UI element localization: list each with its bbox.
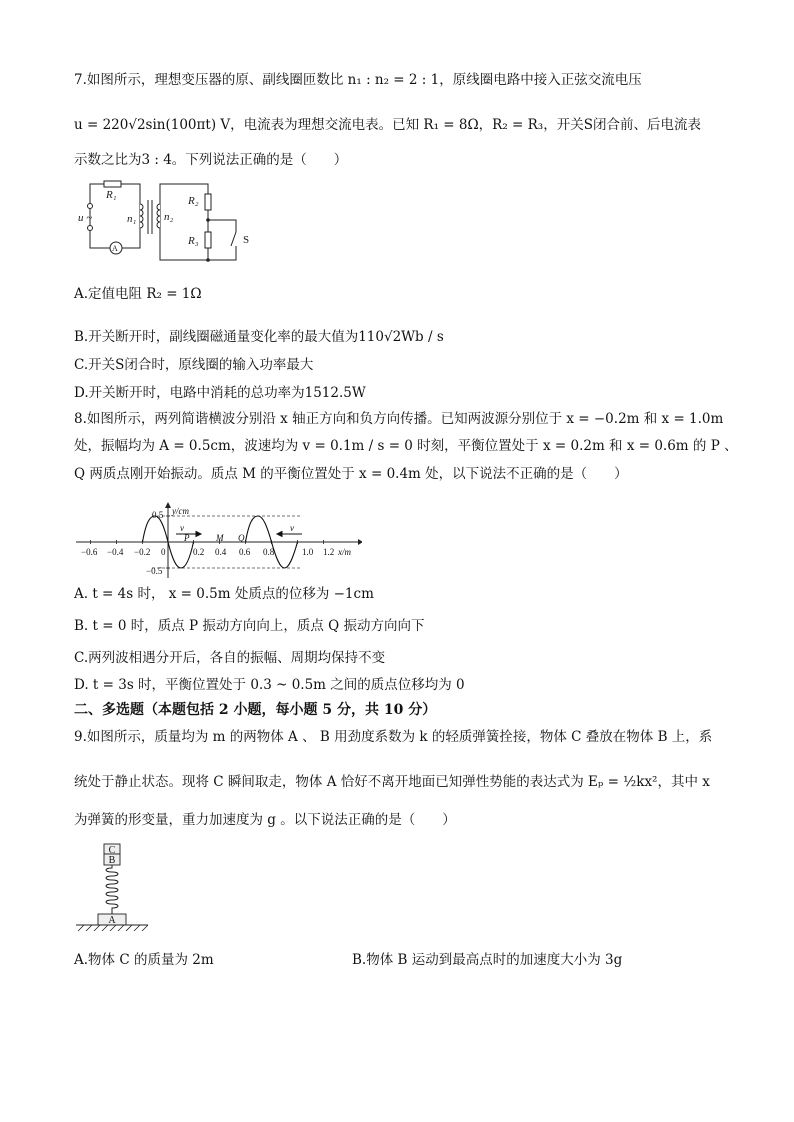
switch-blade — [231, 232, 236, 246]
x-tick-neg06: −0.6 — [81, 547, 98, 557]
x-tick-12: 1.2 — [323, 547, 335, 557]
spring — [106, 865, 118, 914]
block-a-label: A — [108, 915, 116, 926]
section-heading-multiple-choice: 二、多选题（本题包括 2 小题，每小题 5 分，共 10 分） — [74, 702, 437, 718]
q9-option-b: B.物体 B 运动到最高点时的加速度大小为 3g — [352, 952, 623, 968]
transformer-circuit-figure — [76, 176, 266, 268]
r2-resistor — [205, 194, 211, 210]
r1-label: R₁ — [106, 189, 117, 201]
x-tick-08: 0.8 — [263, 547, 275, 557]
spring-blocks-figure — [72, 842, 152, 932]
y-axis-label: y/cm — [172, 506, 189, 516]
ac-source-terminal-bottom — [88, 226, 93, 231]
x-tick-origin: 0 — [161, 547, 166, 557]
switch-branch-top — [208, 220, 236, 232]
q8-option-c: C.两列波相遇分开后，各自的振幅、周期均保持不变 — [74, 650, 386, 666]
q8-option-b: B. t = 0 时，质点 P 振动方向向上，质点 Q 振动方向向下 — [74, 618, 425, 634]
ammeter-label: A — [112, 244, 118, 253]
q9-stem-line2: 统处于静止状态。现将 C 瞬间取走，物体 A 恰好不离开地面已知弹性势能的表达式为 Eₚ = ½kx²，其中 x — [74, 774, 710, 790]
q7-stem-line2: u = 220√2sin(100πt) V，电流表为理想交流电表。已知 R₁ = 8Ω，R₂ = R₃，开关S闭合前、后电流表 — [74, 117, 701, 133]
x-tick-06: 0.6 — [239, 547, 251, 557]
x-tick-02: 0.2 — [193, 547, 205, 557]
q9-stem-line1: 9.如图所示，质量均为 m 的两物体 A 、 B 用劲度系数为 k 的轻质弹簧拴接，物体 C 叠放在物体 B 上，系 — [74, 729, 713, 745]
q8-option-a: A. t = 4s 时， x = 0.5m 处质点的位移为 −1cm — [74, 586, 374, 602]
q8-stem-line2: 处，振幅均为 A = 0.5cm，波速均为 v = 0.1m / s = 0 时刻，平衡位置处于 x = 0.2m 和 x = 0.6m 的 P 、 — [74, 438, 738, 454]
point-p-label: P — [184, 533, 190, 543]
r1-resistor — [104, 181, 121, 187]
x-tick-10: 1.0 — [302, 547, 314, 557]
x-tick-04: 0.4 — [215, 547, 227, 557]
q8-stem-line1: 8.如图所示，两列简谐横波分别沿 x 轴正方向和负方向传播。已知两波源分别位于 x = −0.2m 和 x = 1.0m — [74, 411, 724, 427]
secondary-coil — [157, 204, 160, 228]
y-tick-top: 0.5 — [152, 510, 164, 520]
q9-option-a: A.物体 C 的质量为 2m — [74, 952, 214, 968]
r3-label: R₃ — [188, 235, 199, 247]
point-q-label: Q — [238, 533, 245, 543]
velocity-label-right: v — [290, 523, 294, 533]
u-label: u ~ — [78, 212, 93, 224]
q7-option-c: C.开关S闭合时，原线圈的输入功率最大 — [74, 357, 314, 373]
q7-option-a: A.定值电阻 R₂ = 1Ω — [74, 286, 202, 302]
block-c-label: C — [108, 845, 116, 856]
n2-label: n₂ — [164, 211, 174, 223]
switch-label: S — [243, 234, 250, 246]
point-m-label: M — [216, 533, 224, 543]
q7-stem-line3: 示数之比为3 : 4。下列说法正确的是（ ） — [74, 152, 348, 168]
q8-stem-line3: Q 两质点刚开始振动。质点 M 的平衡位置处于 x = 0.4m 处，以下说法不正确的是（ ） — [74, 466, 628, 482]
primary-coil — [140, 204, 143, 228]
x-tick-neg04: −0.4 — [107, 547, 124, 557]
switch-branch-bottom — [208, 246, 236, 260]
q7-stem-line1: 7.如图所示，理想变压器的原、副线圈匝数比 n₁ : n₂ = 2 : 1，原线圈电路中接入正弦交流电压 — [74, 72, 642, 88]
x-tick-neg02: −0.2 — [134, 547, 151, 557]
q8-option-d: D. t = 3s 时，平衡位置处于 0.3 ~ 0.5m 之间的质点位移均为 0 — [74, 677, 465, 693]
velocity-label-left: v — [180, 523, 184, 533]
y-tick-bottom: −0.5 — [146, 566, 163, 576]
n1-label: n₁ — [127, 213, 137, 225]
q9-stem-line3: 为弹簧的形变量，重力加速度为 g 。以下说法正确的是（ ） — [74, 812, 456, 828]
ac-source-terminal-top — [88, 204, 93, 209]
wave-figure — [72, 502, 362, 580]
x-axis-label: x/m — [338, 547, 351, 557]
q7-option-b: B.开关断开时，副线圈磁通量变化率的最大值为110√2Wb / s — [74, 329, 444, 345]
block-b-label: B — [108, 855, 116, 866]
r3-resistor — [205, 232, 211, 248]
q7-option-d: D.开关断开时，电路中消耗的总功率为1512.5W — [74, 385, 366, 401]
r2-label: R₂ — [188, 195, 199, 207]
